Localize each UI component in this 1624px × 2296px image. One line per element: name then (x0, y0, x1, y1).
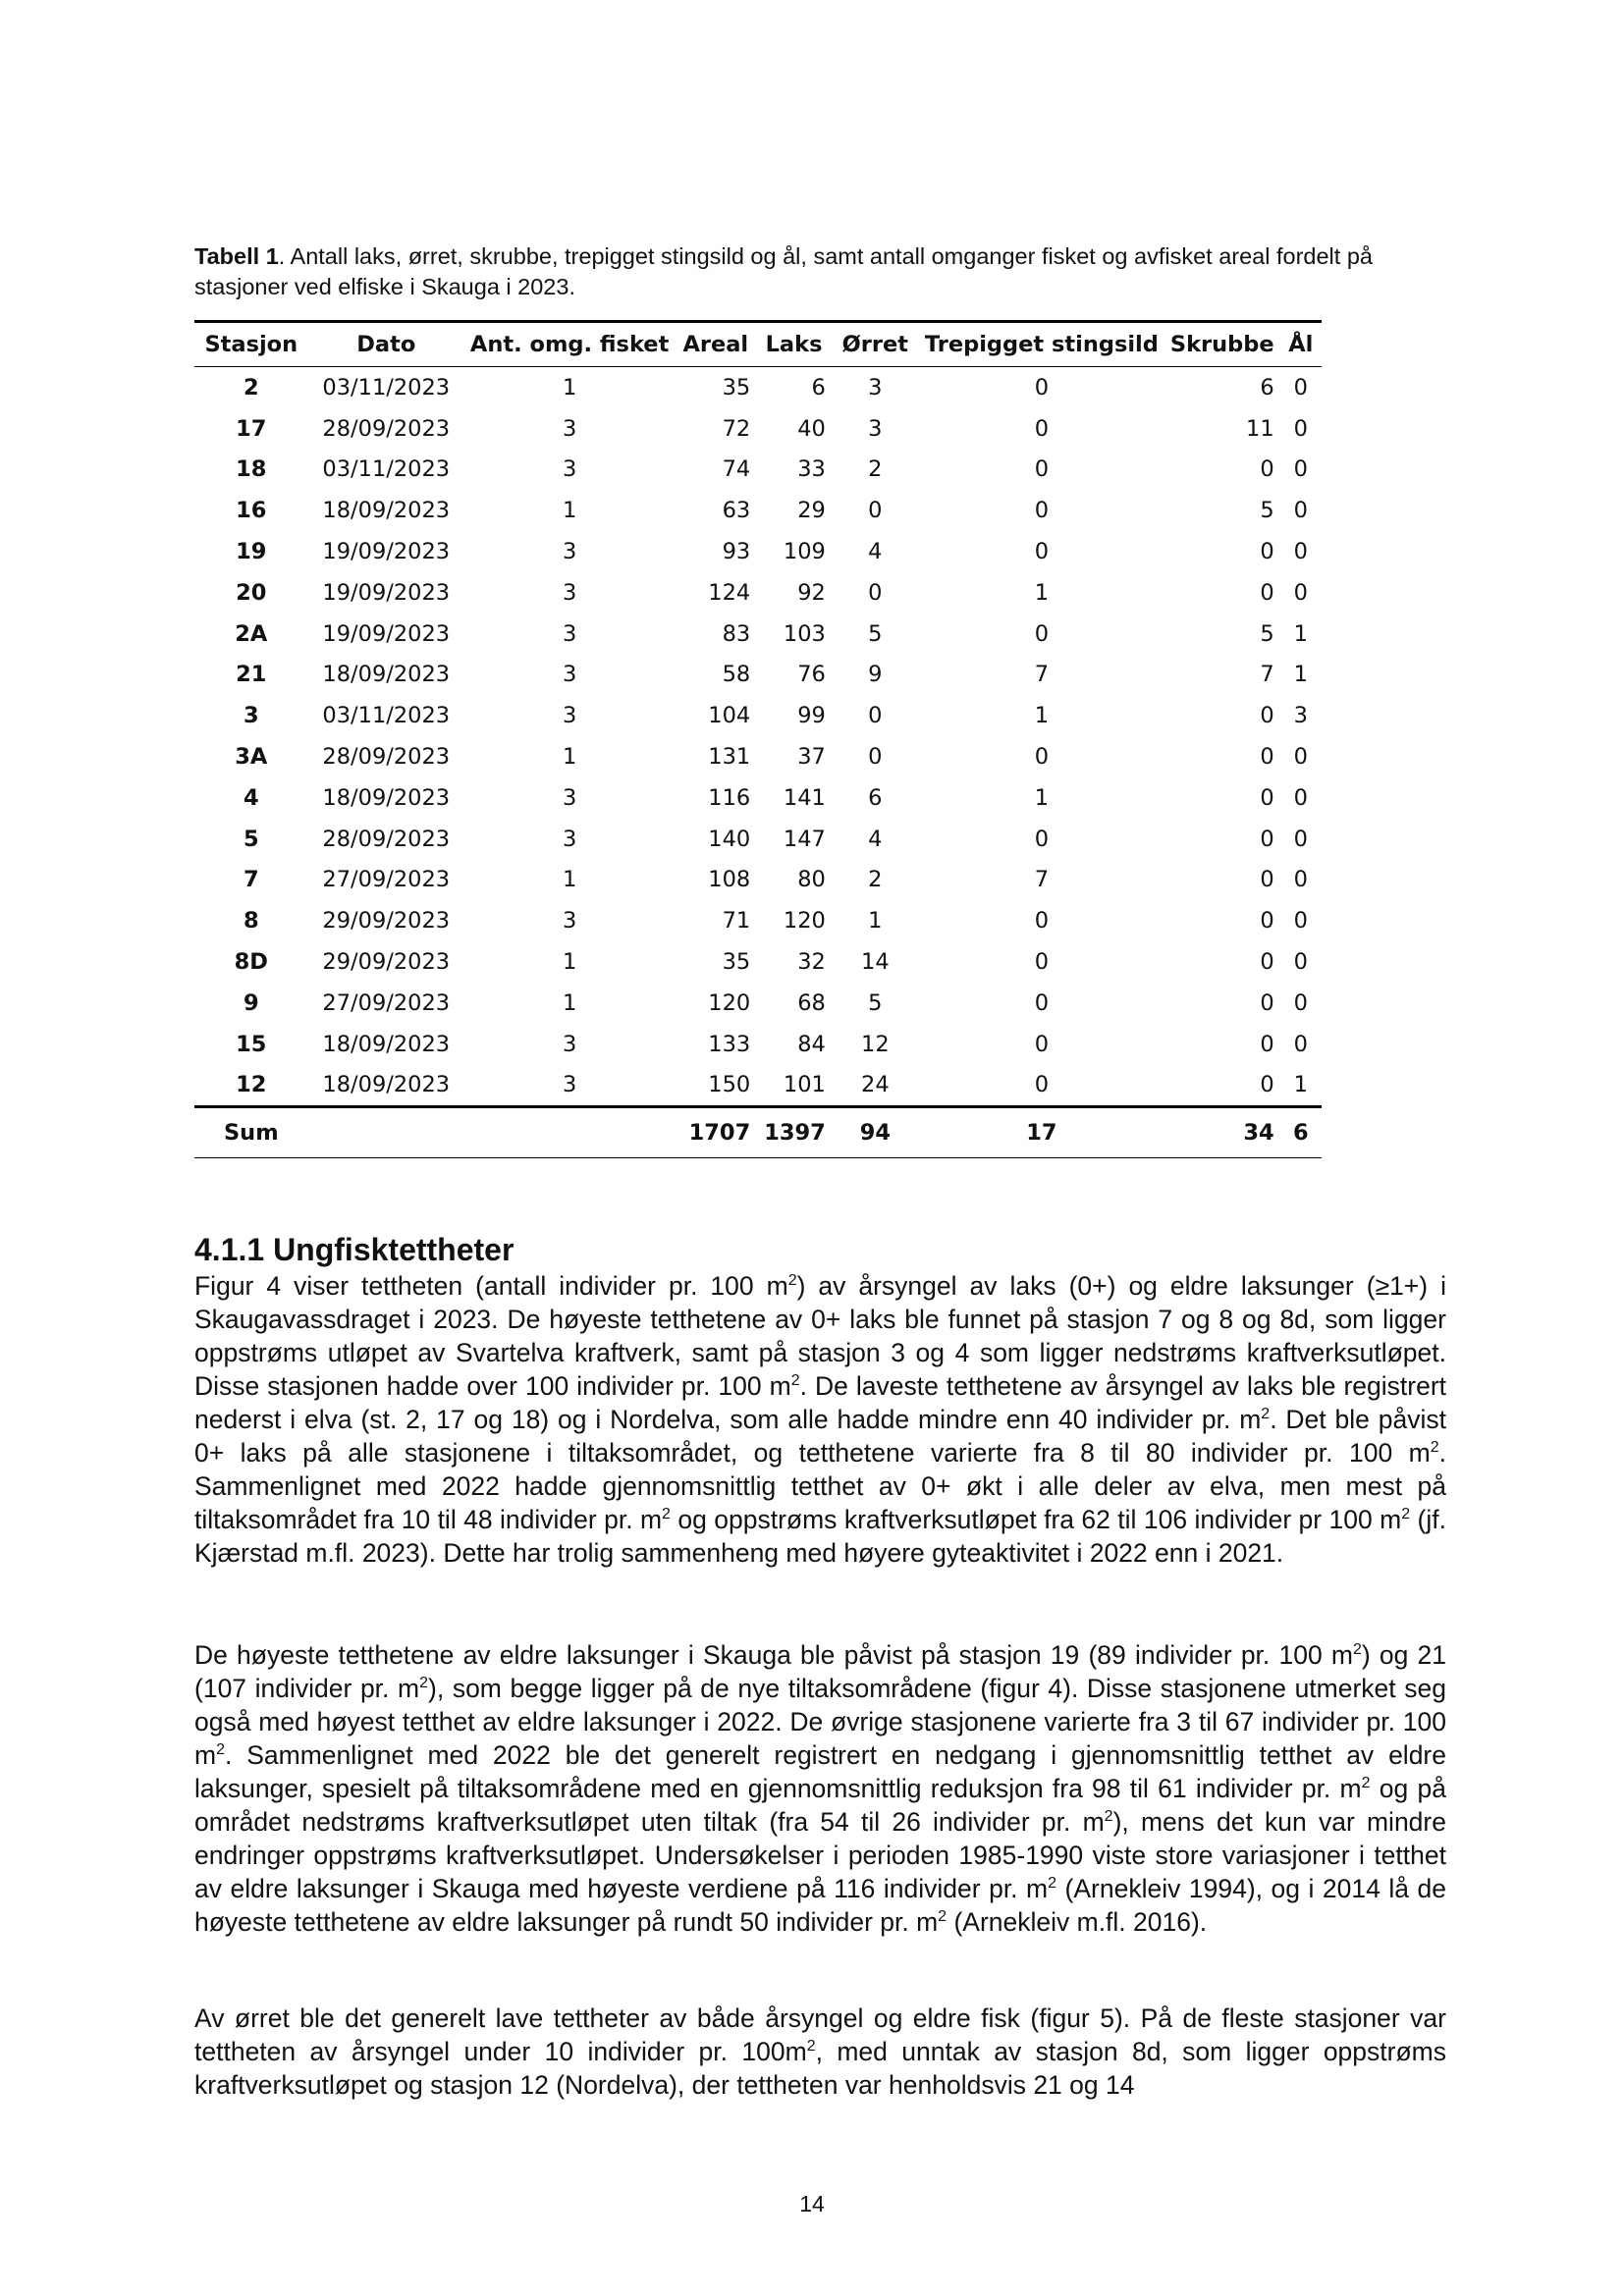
cell-stasjon: 8D (234, 949, 268, 976)
cell-ant-omg: 3 (562, 662, 577, 688)
cell-dato: 28/09/2023 (322, 415, 451, 442)
superscript: 2 (1261, 1406, 1271, 1423)
table-row (194, 450, 1322, 491)
cell-areal: 63 (722, 498, 751, 524)
superscript: 2 (419, 1675, 429, 1692)
header-areal: Areal (675, 322, 756, 367)
cell-areal: 71 (722, 908, 751, 934)
cell-stingsild: 0 (1034, 456, 1050, 483)
cell-skrubbe: 0 (1260, 579, 1274, 606)
paragraph-text: De høyeste tetthetene av eldre laksunger i Skauga ble påvist på stasjon 19 (89 individer pr. 100 m (194, 1640, 1353, 1670)
cell-orret: 2 (868, 867, 883, 893)
header-dato: Dato (308, 322, 464, 367)
cell-al: 0 (1293, 949, 1308, 976)
sum-al: 6 (1280, 1107, 1322, 1158)
cell-orret: 14 (861, 949, 890, 976)
cell-areal: 104 (708, 703, 751, 729)
cell-dato: 27/09/2023 (322, 989, 451, 1016)
cell-stasjon: 18 (236, 456, 267, 483)
cell-dato: 19/09/2023 (322, 539, 451, 565)
sum-cell (308, 1107, 464, 1158)
cell-ant-omg: 3 (562, 415, 577, 442)
table-row (194, 736, 1322, 777)
cell-stasjon: 3A (235, 744, 268, 771)
superscript: 2 (790, 1372, 800, 1390)
cell-skrubbe: 0 (1260, 908, 1274, 934)
header-al: Ål (1280, 322, 1322, 367)
table-row (194, 614, 1322, 655)
superscript: 2 (1352, 1641, 1362, 1659)
cell-al: 0 (1293, 826, 1308, 852)
cell-stingsild: 0 (1034, 415, 1050, 442)
cell-stasjon: 4 (243, 784, 259, 811)
cell-dato: 18/09/2023 (322, 784, 451, 811)
cell-ant-omg: 3 (562, 1031, 577, 1057)
cell-ant-omg: 3 (562, 579, 577, 606)
superscript: 2 (1430, 1439, 1439, 1457)
superscript: 2 (787, 1272, 797, 1290)
cell-al: 0 (1293, 539, 1308, 565)
cell-stingsild: 0 (1034, 826, 1050, 852)
cell-al: 0 (1293, 374, 1308, 400)
cell-dato: 03/11/2023 (322, 703, 451, 729)
table-row (194, 655, 1322, 696)
cell-stingsild: 0 (1034, 949, 1050, 976)
cell-dato: 28/09/2023 (322, 826, 451, 852)
cell-stasjon: 19 (236, 539, 267, 565)
cell-areal: 131 (708, 744, 751, 771)
cell-orret: 9 (868, 662, 883, 688)
cell-ant-omg: 1 (562, 498, 577, 524)
cell-laks: 141 (783, 784, 826, 811)
cell-areal: 150 (675, 1065, 756, 1107)
cell-skrubbe: 0 (1260, 826, 1274, 852)
header-ant-omg: Ant. omg. fisket (464, 322, 675, 367)
cell-areal: 116 (708, 784, 751, 811)
cell-orret: 12 (861, 1031, 890, 1057)
cell-stasjon: 15 (236, 1031, 267, 1057)
caption-label: Tabell 1 (194, 243, 279, 269)
body-paragraph (194, 1269, 1446, 1570)
cell-stasjon: 8 (243, 908, 259, 934)
paragraph-text: . Sammenlignet med 2022 ble det generelt registrert en nedgang i gjennomsnittlig tetthet av eldre laksunger, spesielt på tiltaksområdene med en gjennomsnittlig reduksjon fra 98 til 61 individer pr. m (194, 1740, 1446, 1803)
cell-skrubbe: 0 (1260, 1031, 1274, 1057)
table-row (194, 490, 1322, 531)
cell-stasjon: 16 (236, 498, 267, 524)
cell-al: 0 (1293, 867, 1308, 893)
cell-ant-omg: 3 (562, 456, 577, 483)
cell-laks: 29 (797, 498, 826, 524)
cell-areal: 58 (722, 662, 751, 688)
cell-laks: 76 (797, 662, 826, 688)
cell-stasjon: 2A (235, 620, 268, 647)
cell-areal: 35 (722, 374, 751, 400)
cell-al: 1 (1280, 1065, 1322, 1107)
cell-al: 0 (1293, 989, 1308, 1016)
cell-al: 1 (1293, 620, 1308, 647)
cell-ant-omg: 3 (562, 908, 577, 934)
cell-laks: 84 (797, 1031, 826, 1057)
cell-skrubbe: 5 (1260, 498, 1274, 524)
header-laks: Laks (756, 322, 832, 367)
cell-laks: 147 (783, 826, 826, 852)
cell-orret: 0 (868, 579, 883, 606)
table-row (194, 572, 1322, 614)
body-paragraph (194, 1638, 1446, 1939)
cell-areal: 124 (708, 579, 751, 606)
cell-dato: 03/11/2023 (322, 374, 451, 400)
cell-al: 0 (1293, 744, 1308, 771)
paragraph-text: ) av årsyngel av laks (0+) og eldre laksunger (≥1+) i Skaugavassdraget i 2023. De høyeste tetthetene av 0+ laks ble funnet på stasjon 7 og 8 og 8d, som ligger oppstrøms utløpet av Svartelva kraftverk, samt på stasjon 3 og 4 som ligger nedstrøms kraftverksutløpet. Disse stasjonen hadde over 100 individer pr. 100 m (194, 1271, 1446, 1401)
cell-stingsild: 0 (1034, 1031, 1050, 1057)
paragraph-text: . Det ble påvist 0+ laks på alle stasjonene i tiltaksområdet, og tetthetene varierte fra 8 til 80 individer pr. 100 m (194, 1405, 1446, 1468)
cell-areal: 74 (722, 456, 751, 483)
cell-laks: 33 (797, 456, 826, 483)
cell-al: 3 (1293, 703, 1308, 729)
cell-skrubbe: 0 (1260, 949, 1274, 976)
cell-orret: 0 (868, 744, 883, 771)
superscript: 2 (1401, 1506, 1411, 1523)
cell-areal: 140 (708, 826, 751, 852)
cell-dato: 27/09/2023 (322, 867, 451, 893)
cell-orret: 24 (832, 1065, 919, 1107)
cell-skrubbe: 0 (1260, 784, 1274, 811)
cell-laks: 103 (783, 620, 826, 647)
sum-orret: 94 (832, 1107, 919, 1158)
cell-skrubbe: 7 (1260, 662, 1274, 688)
cell-stasjon: 2 (243, 374, 259, 400)
table-row (194, 531, 1322, 572)
paragraph-text: . De laveste tetthetene av årsyngel av laks ble registrert nederst i elva (st. 2, 17 og 18) og i Nordelva, som alle hadde mindre enn 40 individer pr. m (194, 1371, 1447, 1434)
cell-stasjon: 12 (194, 1065, 308, 1107)
superscript: 2 (216, 1741, 225, 1759)
superscript: 2 (938, 1908, 947, 1926)
table-row (194, 900, 1322, 941)
table-row (194, 941, 1322, 983)
cell-ant-omg: 1 (562, 949, 577, 976)
paragraph-text: Figur 4 viser tettheten (antall individer pr. 100 m (194, 1271, 788, 1301)
table-row (194, 983, 1322, 1024)
cell-skrubbe: 0 (1260, 989, 1274, 1016)
cell-stingsild: 1 (1034, 579, 1050, 606)
cell-laks: 40 (797, 415, 826, 442)
superscript: 2 (1104, 1808, 1113, 1826)
cell-skrubbe: 0 (1260, 867, 1274, 893)
cell-ant-omg: 3 (464, 1065, 675, 1107)
cell-orret: 0 (868, 498, 883, 524)
cell-orret: 4 (868, 539, 883, 565)
cell-stasjon: 21 (236, 662, 267, 688)
table-header-row (194, 322, 1322, 367)
cell-laks: 80 (797, 867, 826, 893)
cell-al: 0 (1293, 1031, 1308, 1057)
cell-skrubbe: 0 (1260, 744, 1274, 771)
cell-al: 0 (1293, 456, 1308, 483)
cell-areal: 93 (722, 539, 751, 565)
cell-dato: 29/09/2023 (322, 908, 451, 934)
table-row (194, 819, 1322, 860)
section-heading: 4.1.1 Ungfisktettheter (194, 1232, 514, 1267)
cell-orret: 2 (868, 456, 883, 483)
sum-label: Sum (194, 1107, 308, 1158)
cell-stingsild: 0 (1034, 498, 1050, 524)
cell-dato: 29/09/2023 (322, 949, 451, 976)
cell-laks: 6 (811, 374, 826, 400)
table-row (194, 1024, 1322, 1065)
cell-stingsild: 1 (1034, 784, 1050, 811)
cell-orret: 5 (868, 989, 883, 1016)
cell-stasjon: 17 (236, 415, 267, 442)
cell-laks: 68 (797, 989, 826, 1016)
table-row (194, 860, 1322, 901)
paragraph-text: Av ørret ble det generelt lave tettheter av både årsyngel og eldre fisk (figur 5). På de fleste stasjoner var tettheten av årsyngel under 10 individer pr. 100m (194, 2003, 1446, 2066)
data-table (194, 320, 1322, 1158)
table-row (194, 1065, 1322, 1107)
superscript: 2 (806, 2038, 816, 2056)
cell-ant-omg: 3 (562, 620, 577, 647)
superscript: 2 (662, 1506, 671, 1523)
cell-orret: 1 (868, 908, 883, 934)
cell-stingsild: 0 (1034, 744, 1050, 771)
cell-al: 0 (1293, 415, 1308, 442)
cell-skrubbe: 0 (1260, 539, 1274, 565)
cell-skrubbe: 0 (1164, 1065, 1280, 1107)
paragraph-text: (Arnekleiv 1994), og i 2014 lå de høyeste tetthetene av eldre laksunger på rundt 50 individer pr. m (194, 1874, 1446, 1937)
paragraph-text: ) og 21 (107 individer pr. m (194, 1640, 1446, 1703)
cell-laks: 32 (797, 949, 826, 976)
cell-ant-omg: 1 (562, 374, 577, 400)
header-skrubbe: Skrubbe (1164, 322, 1280, 367)
cell-al: 1 (1293, 662, 1308, 688)
cell-skrubbe: 0 (1260, 703, 1274, 729)
cell-al: 0 (1293, 784, 1308, 811)
sum-stingsild: 17 (919, 1107, 1164, 1158)
cell-orret: 4 (868, 826, 883, 852)
cell-stingsild: 0 (1034, 539, 1050, 565)
cell-stingsild: 7 (1034, 867, 1050, 893)
header-stasjon: Stasjon (194, 322, 308, 367)
cell-al: 0 (1293, 908, 1308, 934)
cell-stasjon: 7 (243, 867, 259, 893)
page-number: 14 (799, 2191, 825, 2216)
table-row (194, 777, 1322, 819)
sum-laks: 1397 (756, 1107, 832, 1158)
cell-skrubbe: 0 (1260, 456, 1274, 483)
cell-ant-omg: 1 (562, 867, 577, 893)
header-stingsild: Trepigget stingsild (919, 322, 1164, 367)
cell-orret: 3 (868, 415, 883, 442)
cell-al: 0 (1293, 498, 1308, 524)
cell-dato: 18/09/2023 (322, 662, 451, 688)
table-caption (194, 241, 1441, 302)
cell-orret: 0 (868, 703, 883, 729)
sum-cell (464, 1107, 675, 1158)
cell-stasjon: 20 (236, 579, 267, 606)
paragraph-text: , med unntak av stasjon 8d, som ligger oppstrøms kraftverksutløpet og stasjon 12 (Nordelva), der tettheten var henholdsvis 21 og 14 (194, 2037, 1446, 2100)
cell-laks: 99 (797, 703, 826, 729)
cell-al: 0 (1293, 579, 1308, 606)
table-row (194, 695, 1322, 736)
cell-stingsild: 0 (1034, 989, 1050, 1016)
paragraph-text: . Sammenlignet med 2022 hadde gjennomsnittlig tetthet av 0+ økt i alle deler av elva, men mest på tiltaksområdet fra 10 til 48 individer pr. m (194, 1438, 1446, 1534)
cell-skrubbe: 11 (1246, 415, 1274, 442)
cell-areal: 120 (708, 989, 751, 1016)
cell-dato: 28/09/2023 (322, 744, 451, 771)
cell-stingsild: 7 (1034, 662, 1050, 688)
cell-laks: 92 (797, 579, 826, 606)
cell-dato: 19/09/2023 (322, 620, 451, 647)
cell-ant-omg: 3 (562, 539, 577, 565)
table-sum-row (194, 1107, 1322, 1158)
cell-areal: 133 (708, 1031, 751, 1057)
cell-ant-omg: 1 (562, 989, 577, 1016)
cell-laks: 109 (783, 539, 826, 565)
cell-dato: 03/11/2023 (322, 456, 451, 483)
caption-text: . Antall laks, ørret, skrubbe, trepigget stingsild og ål, samt antall omganger fisket og avfisket areal fordelt på stasjoner ved elfiske i Skauga i 2023. (194, 243, 1373, 299)
cell-stingsild: 0 (1034, 908, 1050, 934)
paragraph-text: (Arnekleiv m.fl. 2016). (947, 1907, 1208, 1937)
paragraph-text: ), som begge ligger på de nye tiltaksområdene (figur 4). Disse stasjonene utmerket seg også med høyest tetthet av eldre laksunger i 2022. De øvrige stasjonene varierte fra 3 til 67 individer pr. 100 m (194, 1674, 1446, 1770)
cell-ant-omg: 3 (562, 826, 577, 852)
cell-stasjon: 3 (243, 703, 259, 729)
paragraph-text: (jf. Kjærstad m.fl. 2023). Dette har trolig sammenheng med høyere gyteaktivitet i 2022 enn i 2021. (194, 1505, 1446, 1568)
cell-skrubbe: 6 (1260, 374, 1274, 400)
cell-dato: 18/09/2023 (322, 1031, 451, 1057)
cell-dato: 19/09/2023 (322, 579, 451, 606)
table-row (194, 408, 1322, 450)
header-orret: Ørret (832, 322, 919, 367)
cell-ant-omg: 1 (562, 744, 577, 771)
cell-skrubbe: 5 (1260, 620, 1274, 647)
cell-areal: 35 (722, 949, 751, 976)
sum-areal: 1707 (675, 1107, 756, 1158)
cell-areal: 72 (722, 415, 751, 442)
paragraph-text: og på området nedstrøms kraftverksutløpet uten tiltak (fra 54 til 26 individer pr. m (194, 1774, 1446, 1837)
cell-dato: 18/09/2023 (322, 498, 451, 524)
body-paragraph (194, 2002, 1446, 2102)
cell-laks: 37 (797, 744, 826, 771)
table-row (194, 367, 1322, 408)
cell-orret: 3 (868, 374, 883, 400)
cell-areal: 108 (708, 867, 751, 893)
cell-orret: 6 (868, 784, 883, 811)
cell-dato: 18/09/2023 (308, 1065, 464, 1107)
cell-stingsild: 0 (1034, 374, 1050, 400)
paragraph-text: ), mens det kun var mindre endringer oppstrøms kraftverksutløpet. Undersøkelser i perioden 1985-1990 viste store variasjoner i tetthet av eldre laksunger i Skauga med høyeste verdiene på 116 individer pr. m (194, 1807, 1446, 1903)
cell-ant-omg: 3 (562, 784, 577, 811)
superscript: 2 (1361, 1775, 1371, 1792)
cell-areal: 83 (722, 620, 751, 647)
cell-ant-omg: 3 (562, 703, 577, 729)
cell-laks: 101 (756, 1065, 832, 1107)
paragraph-text: og oppstrøms kraftverksutløpet fra 62 til 106 individer pr 100 m (670, 1505, 1402, 1534)
cell-stasjon: 9 (243, 989, 259, 1016)
cell-orret: 5 (868, 620, 883, 647)
cell-stasjon: 5 (243, 826, 259, 852)
sum-skrubbe: 34 (1164, 1107, 1280, 1158)
cell-laks: 120 (783, 908, 826, 934)
cell-stingsild: 0 (1034, 620, 1050, 647)
cell-stingsild: 1 (1034, 703, 1050, 729)
superscript: 2 (1048, 1875, 1057, 1893)
cell-stingsild: 0 (919, 1065, 1164, 1107)
